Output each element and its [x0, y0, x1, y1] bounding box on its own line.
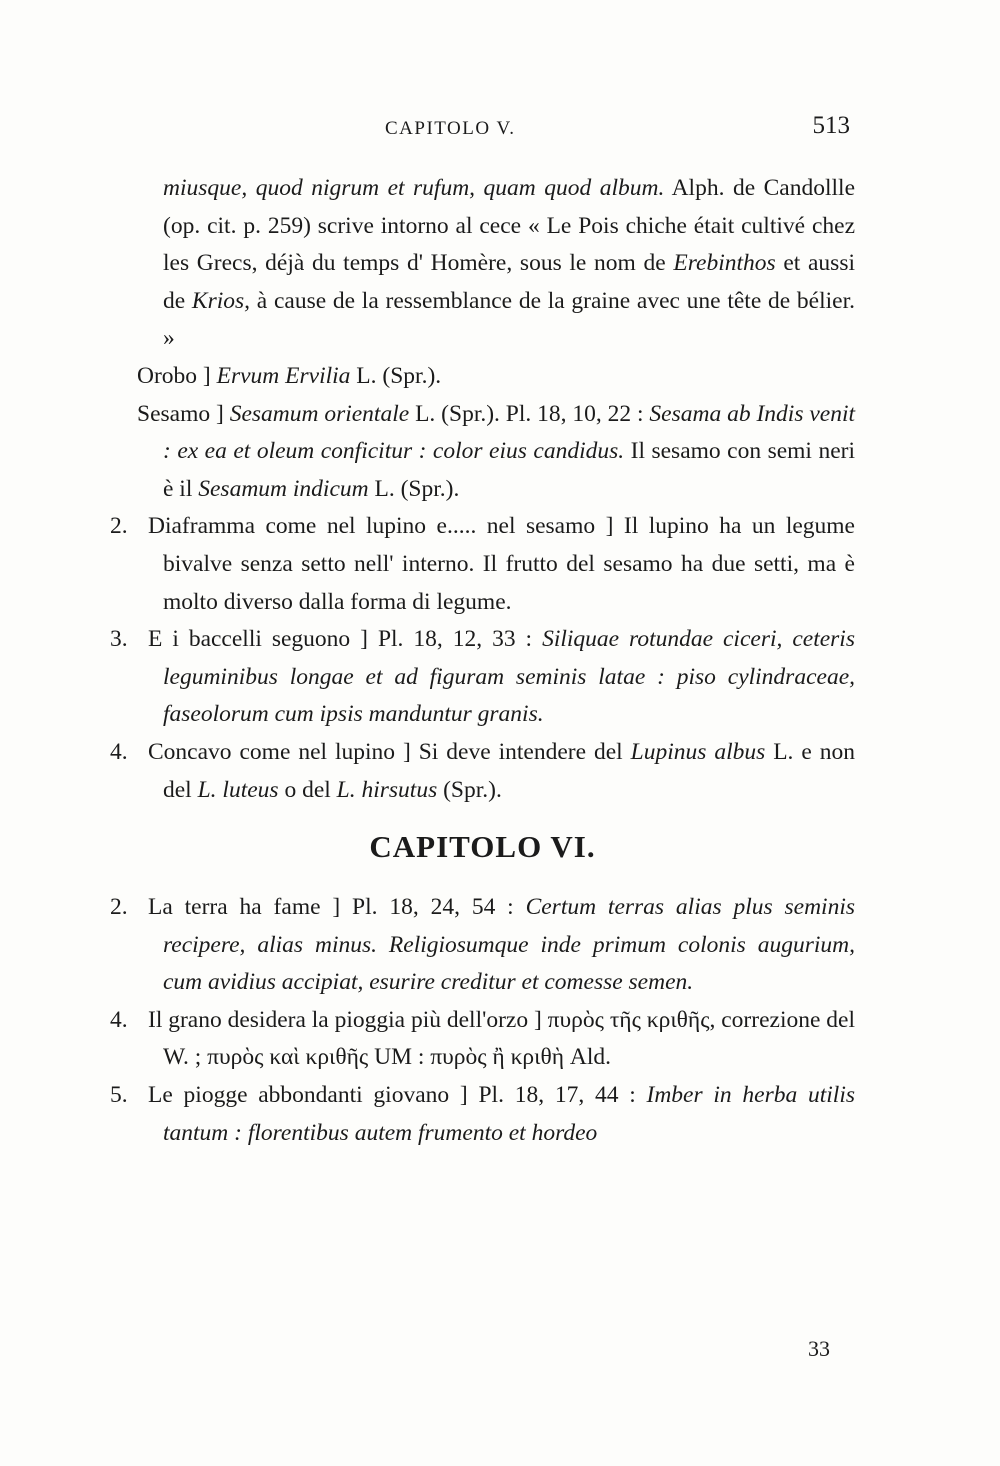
text-run: L. (Spr.). Pl. 18, 10, 22 :: [409, 400, 650, 427]
species-name: Sesamum orientale: [229, 400, 410, 427]
chapter6-note-2: [110, 889, 855, 1002]
page-number: 513: [812, 112, 850, 139]
text-run: et aussi de: [163, 250, 855, 314]
latin-quote: Certum terras alias plus seminis recipere, alias minus. Religiosumque inde primum colonis augurium, cum avidius accipiat, esurire creditur et comesse semen.: [163, 894, 855, 996]
printer-signature: 33: [808, 1336, 830, 1361]
running-head: CAPITOLO V.: [385, 118, 516, 139]
text-run: Alph. de Candollle (op. cit. p. 259) scrive intorno al cece « Le Pois chiche était cultivé chez les Grecs, déjà du temps d' Homère, sous le nom de: [163, 175, 856, 277]
species-name: Lupinus albus: [630, 738, 766, 765]
species-name: Sesamum indicum: [198, 475, 369, 502]
note-number: 2.: [110, 513, 128, 540]
entry-sesamo: [110, 396, 855, 509]
species-name: L. hirsutus: [336, 776, 438, 803]
text-run: Il grano desidera la pioggia più dell'orzo ] πυρὸς τῆς κριθῆς, correzione del W. ; πυρὸς καὶ κριθῆς UM : πυρὸς ἢ κριθὴ Ald.: [148, 1006, 855, 1071]
italic-term: Erebinthos: [673, 250, 776, 277]
text-run: La terra ha fame ] Pl. 18, 24, 54 :: [148, 894, 526, 921]
note-number: 2.: [110, 894, 128, 921]
note-number: 4.: [110, 1006, 128, 1033]
italic-term: Krios,: [191, 287, 251, 314]
text-run: L. (Spr.).: [350, 362, 442, 389]
species-name: Ervum Ervilia: [216, 362, 351, 389]
species-name: L. luteus: [197, 776, 279, 803]
note-3: [110, 621, 855, 734]
page-body: [110, 170, 855, 1152]
text-run: L. (Spr.).: [368, 475, 460, 502]
latin-quote: Imber in herba utilis tantum : florentibus autem frumento et hordeo: [163, 1082, 855, 1146]
text-run: Orobo ]: [137, 362, 217, 389]
paragraph-cece-note: [110, 170, 855, 358]
note-number: 3.: [110, 626, 128, 653]
text-run: Le piogge abbondanti giovano ] Pl. 18, 17, 44 :: [148, 1082, 647, 1109]
chapter6-note-4: [110, 1002, 855, 1077]
text-run: Diaframma come nel lupino e..... nel sesamo ] Il lupino ha un legume bivalve senza setto nell' interno. Il frutto del sesamo ha due setti, ma è molto diverso dalla forma di legume.: [148, 513, 855, 615]
text-run: L. e non del: [163, 738, 855, 803]
page-header: [163, 112, 850, 146]
latin-quote: miusque, quod nigrum et rufum, quam quod album.: [163, 175, 665, 201]
note-2: [110, 508, 855, 621]
text-run: o del: [278, 776, 337, 803]
text-run: E i baccelli seguono ] Pl. 18, 12, 33 :: [148, 626, 543, 653]
note-number: 4.: [110, 738, 128, 765]
entry-orobo: [110, 358, 855, 396]
chapter-heading: CAPITOLO VI.: [369, 829, 596, 865]
text-run: Il sesamo con semi neri è il: [163, 438, 855, 502]
note-number: 5.: [110, 1082, 128, 1109]
chapter6-note-5: [110, 1077, 855, 1152]
text-run: à cause de la ressemblance de la graine avec une tête de bélier. »: [163, 287, 855, 352]
note-4: [110, 734, 855, 809]
latin-quote: Sesama ab Indis venit : ex ea et oleum conficitur : color eius candidus.: [163, 400, 856, 465]
text-run: (Spr.).: [437, 776, 502, 803]
text-run: Concavo come nel lupino ] Si deve intendere del: [148, 738, 631, 765]
text-run: Sesamo ]: [137, 400, 230, 427]
latin-quote: Siliquae rotundae ciceri, ceteris leguminibus longae et ad figuram seminis latae : piso cylindraceae, faseolorum cum ipsis manduntur granis.: [163, 626, 855, 728]
